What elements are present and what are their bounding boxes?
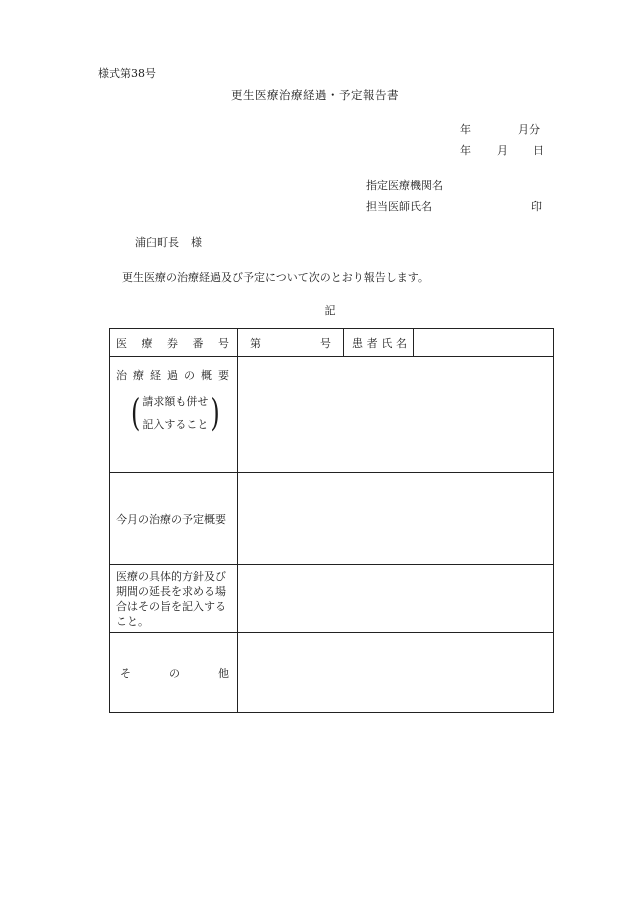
progress-note-line2: 記入すること bbox=[142, 418, 209, 431]
table-row-other bbox=[110, 633, 554, 713]
patient-label-char: 名 bbox=[395, 336, 407, 350]
ticket-label-char: 番 bbox=[192, 336, 204, 350]
date-month-label: 月 bbox=[497, 144, 508, 157]
patient-label-char: 者 bbox=[366, 336, 378, 350]
plan-label bbox=[110, 473, 238, 565]
form-number: 様式第38号 bbox=[98, 67, 156, 80]
ticket-label-char: 号 bbox=[218, 336, 229, 350]
period-year-label: 年 bbox=[460, 123, 471, 136]
patient-name-field[interactable] bbox=[414, 329, 554, 357]
table-row-progress bbox=[110, 357, 554, 473]
ticket-label-char: 療 bbox=[141, 336, 153, 350]
progress-note: ( 請求額も併せ 記入すること ) bbox=[131, 390, 220, 435]
progress-content-field[interactable] bbox=[238, 357, 554, 473]
ticket-label-char: 券 bbox=[167, 336, 178, 350]
table-row-plan bbox=[110, 473, 554, 565]
institution-name-label: 指定医療機関名 bbox=[366, 179, 443, 192]
ticket-number-field[interactable] bbox=[238, 329, 344, 357]
policy-label bbox=[110, 565, 238, 633]
addressee-honorific: 様 bbox=[191, 236, 202, 249]
progress-label-char: 療 bbox=[133, 369, 144, 382]
addressee bbox=[135, 237, 202, 248]
table-row-policy bbox=[110, 565, 554, 633]
progress-label-char: 概 bbox=[201, 369, 212, 382]
patient-label-char: 氏 bbox=[381, 336, 393, 350]
progress-label-char: 経 bbox=[150, 369, 161, 382]
progress-note-line1: 請求額も併せ bbox=[142, 395, 209, 408]
policy-label-text: 医療の具体的方針及び期間の延長を求める場合はその旨を記入すること。 bbox=[116, 569, 226, 628]
policy-content-field[interactable] bbox=[238, 565, 554, 633]
plan-content-field[interactable] bbox=[238, 473, 554, 565]
ki-heading: 記 bbox=[324, 304, 336, 317]
plan-label-text: 今月の治療の予定概要 bbox=[116, 512, 226, 526]
table-row-ticket bbox=[110, 329, 554, 357]
document-title: 更生医療治療経過・予定報告書 bbox=[231, 88, 399, 102]
progress-label-char: の bbox=[184, 369, 195, 382]
other-label-char: の bbox=[169, 666, 180, 680]
other-content-field[interactable] bbox=[238, 633, 554, 713]
progress-label-char: 要 bbox=[218, 369, 229, 382]
other-label-char: 他 bbox=[218, 666, 229, 680]
number-suffix: 号 bbox=[320, 336, 331, 350]
date-year-label: 年 bbox=[460, 144, 471, 157]
progress-label-char: 治 bbox=[116, 369, 127, 382]
period-month-label: 月分 bbox=[518, 123, 540, 136]
doctor-name-label: 担当医師氏名 bbox=[366, 200, 432, 213]
seal-label: 印 bbox=[531, 200, 542, 213]
date-day-label: 日 bbox=[533, 144, 544, 157]
patient-label-char: 患 bbox=[352, 336, 363, 350]
patient-name-label bbox=[344, 329, 414, 357]
ticket-number-label bbox=[110, 329, 238, 357]
progress-label-char: 過 bbox=[167, 369, 178, 382]
intro-text: 更生医療の治療経過及び予定について次のとおり報告します。 bbox=[122, 271, 429, 284]
addressee-name: 浦臼町長 bbox=[135, 236, 179, 249]
other-label bbox=[110, 633, 238, 713]
progress-label bbox=[110, 357, 238, 473]
number-prefix: 第 bbox=[250, 336, 261, 350]
other-label-char: そ bbox=[120, 666, 131, 680]
ticket-label-char: 医 bbox=[116, 336, 127, 350]
report-table bbox=[109, 328, 554, 713]
